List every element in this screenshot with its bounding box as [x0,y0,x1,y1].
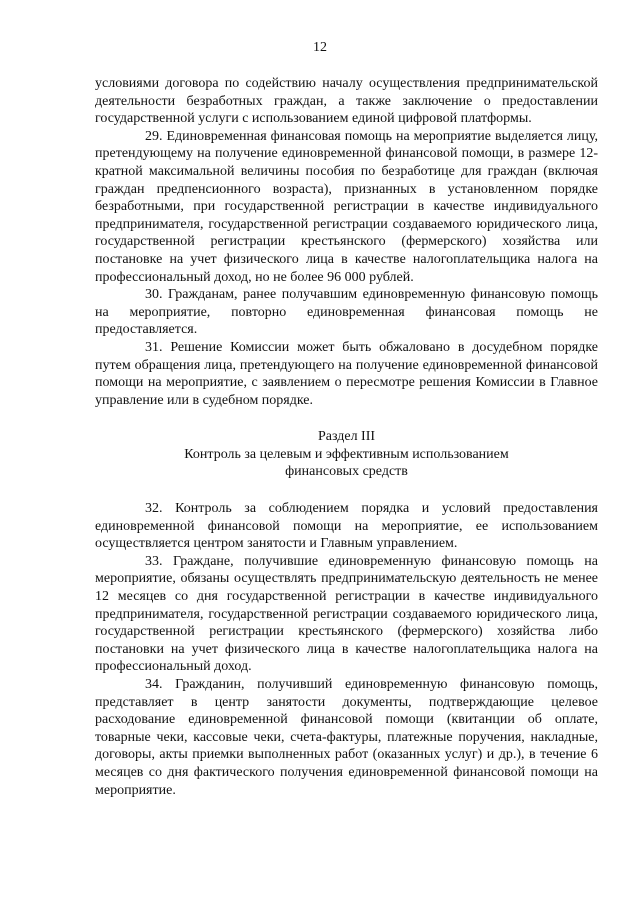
paragraph-continuation: условиями договора по содействию началу осуществления предпринимательской деятельности безработных граждан, а также заключение о предоставлении государственной услуги с использованием единой цифровой платформы. [95,76,598,127]
paragraph-29: 29. Единовременная финансовая помощь на мероприятие выделяется лицу, претендующему на получение единовременной финансовой помощи, в размере 12-кратной максимальной величины пособия по безработице для граждан (включая граждан предпенсионного возраста), признанных в установленном порядке безработными, при государственной регистрации в качестве индивидуального предпринимателя, государственной регистрации создаваемого юридического лица, государственной регистрации крестьянского (фермерского) хозяйства или постановке на учет физического лица в качестве налогоплательщика налога на профессиональный доход, но не более 96 000 рублей. [95,128,598,285]
paragraph-30: 30. Гражданам, ранее получавшим единовременную финансовую помощь на мероприятие, повторно единовременная финансовая помощь не предоставляется. [95,287,598,338]
page-number: 12 [313,40,327,55]
paragraph-34: 34. Гражданин, получивший единовременную финансовую помощь, представляет в центр занятости документы, подтверждающие целевое расходование единовременной финансовой помощи (квитанции об оплате, товарные чеки, кассовые чеки, счета-фактуры, платежные поручения, накладные, договоры, акты приемки выполненных работ (оказанных услуг) и др.), в течение 6 месяцев со дня фактического получения единовременной финансовой помощи на мероприятие. [95,677,598,798]
paragraph-31: 31. Решение Комиссии может быть обжаловано в досудебном порядке путем обращения лица, претендующего на получение единовременной финансовой помощи на мероприятие, с заявлением о пересмотре решения Комиссии в Главное управление или в судебном порядке. [95,339,598,408]
section-number: Раздел III [317,429,376,445]
document-body [95,75,598,799]
section-title-line-2: финансовых средств [285,464,408,480]
paragraph-32: 32. Контроль за соблюдением порядка и условий предоставления единовременной финансовой помощи на мероприятие, ее использованием осуществляется центром занятости и Главным управлением. [95,501,598,552]
paragraph-33: 33. Граждане, получившие единовременную финансовую помощь на мероприятие, обязаны осуществлять предпринимательскую деятельность не менее 12 месяцев со дня государственной регистрации в качестве индивидуального предпринимателя, государственной регистрации создаваемого юридического лица, государственной регистрации крестьянского (фермерского) хозяйства либо постановки на учет физического лица в качестве налогоплательщика налога на профессиональный доход. [95,553,598,675]
section-title-line-1: Контроль за целевым и эффективным использованием [184,446,509,462]
